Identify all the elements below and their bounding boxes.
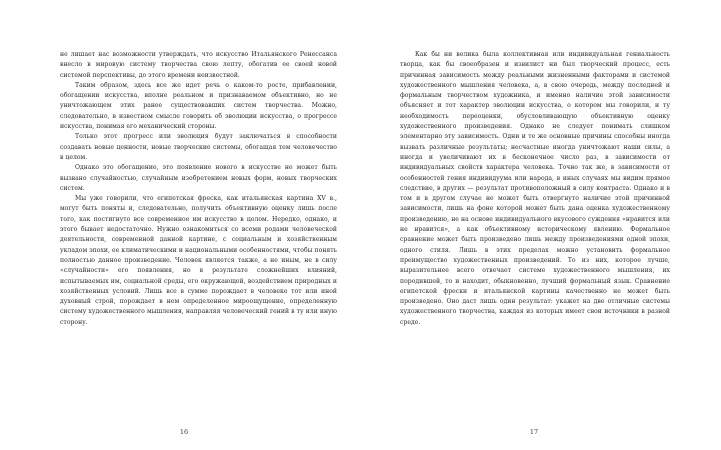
page-number: 17	[529, 428, 539, 436]
right-page-text	[400, 50, 670, 328]
right-page	[400, 50, 670, 436]
paragraph: Однако это обогащение, это появление нового в искусстве не может быть вызвано случайностью, случайным изобретением новых форм, новых творческих систем.	[60, 164, 337, 192]
page-number: 16	[179, 428, 189, 436]
paragraph: Мы уже говорили, что египетская фреска, как итальянская картина XV в., могут быть поняты и, следовательно, получить объективную оценку лишь после того, как постигнуто все современное им искусство в целом. Нередко, однако, и этого бывает недостаточно. Нужно ознакомиться со всеми родами человеческой деятельности, современной данной картине, с социальным и хозяйственным укладом эпохи, ее климатическими и национальными особенностями, чтобы понять полностью данное произведение. Человек является также, а не иным, не в силу «случайности» его появления, но в результате сложнейших влияний, испытываемых им, социальной среды, его окружающей, воздействием природных и хозяйственных условий. Лишь все в сумме порождает в человеке тот или иной духовный строй, порождает в нем определенное мироощущение, определенную систему художественного мышления, направляя человеческий гений в ту или иную сторону.	[60, 195, 337, 326]
paragraph: Как бы ни велика была коллективная или индивидуальная гениальность творца, как бы своеобразен и извилист ни был творческий процесс, есть причинная зависимость между реальными жизненными факторами и системой художественного мышления человека, а, в свою очередь, между последней и формальным творчеством художника, и именно наличие этой зависимости объясняет и тот характер эволюции искусства, о котором мы говорили, и ту необходимость переоценки, обусловливающую объективную оценку художественного произведения. Однако не следует понимать слишком элементарно эту зависимость. Одни и те же основные причины способны иногда вызвать различные результаты; несчастные иногда уничтожают наши силы, а иногда и увеличивают их в бесконечное число раз, в зависимости от индивидуальных свойств характера человека. Точно так же, в зависимости от особенностей гения индивидуума или народа, в иных случаях мы видим прямое следствие, в других — результат противоположный в силу контраста. Однако и в том и в другом случае не может быть отвергнуто наличие этой причинной зависимости, лишь на фоне которой может быть дана оценка художественному произведению, не на основе индивидуального вкусового суждения «нравится или не нравится», а как объективному историческому явлению. Формальное сравнение может быть произведено лишь между произведениями одной эпохи, одного стиля. Лишь в этих пределах можно установить формальное преимущество художественных произведений. То из них, которое лучше, выразительнее всего отвечает системе художественного мышления, их породившей, то и находит, обыкновенно, лучший формальный язык. Сравнение египетской фрески и итальянской картины качественно не может быть произведено. Оно даст лишь один результат: укажет на две отличные системы художественного творчества, каждая из которых имеет свои источники в разной среде.	[400, 51, 670, 326]
left-page	[60, 50, 337, 436]
left-page-text	[60, 50, 337, 328]
paragraph: Только этот прогресс или эволюция будут заключаться в способности создавать новые ценности, новые творческие системы, обогащая тем человечество в целом.	[60, 133, 337, 161]
paragraph: Таким образом, здесь все же идет речь о каком-то росте, прибавлении, обогащении искусства, вполне реальном и признаваемом объективно, но не уничтожающем этих ранее существовавших систем творчества. Можно, следовательно, в известном смысле говорить об эволюции искусства, о прогрессе искусства, понимая его механический стороны.	[60, 81, 337, 131]
paragraph: не лишает нас возможности утверждать, что искусство Итальянского Ренессанса внесло в мировую систему творчества свою лепту, обогатив ее своей новой системой перспективы, до этого времени неизвестной.	[60, 51, 337, 79]
